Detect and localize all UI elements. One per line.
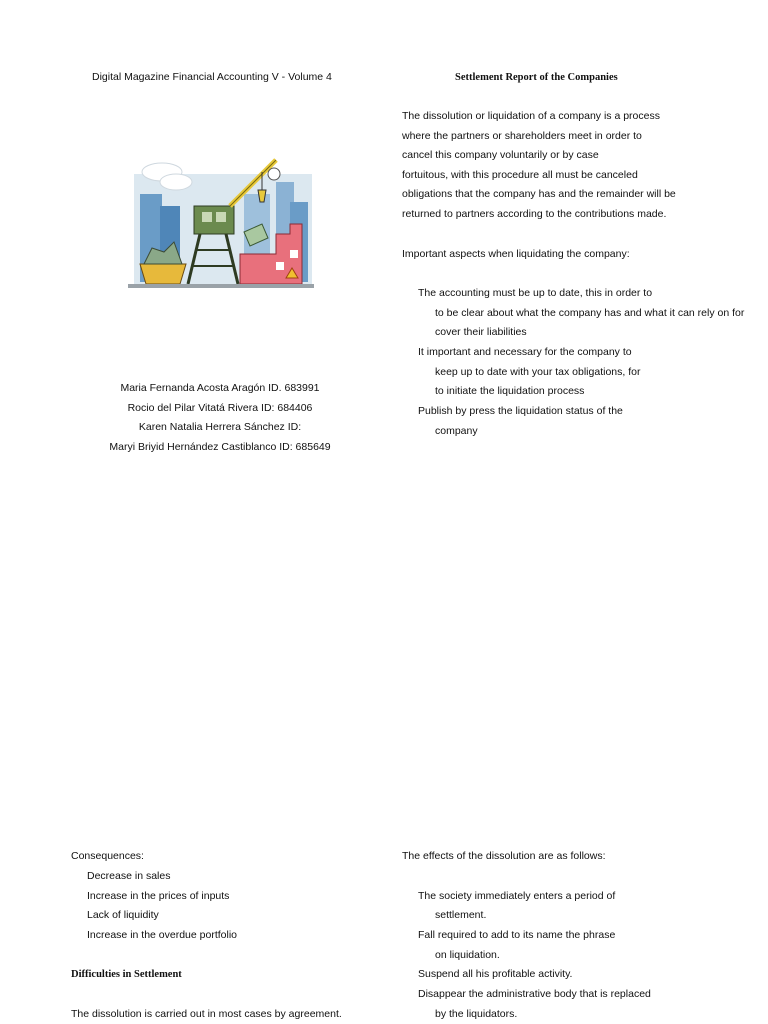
report-title: Settlement Report of the Companies (455, 72, 618, 83)
aspect-3-line-2: company (435, 425, 478, 437)
aspect-2-line-2: keep up to date with your tax obligations, for (435, 366, 641, 378)
intro-line-3: cancel this company voluntarily or by case (402, 149, 599, 161)
author-4: Maryi Briyid Hernández Castiblanco ID: 685649 (109, 441, 331, 453)
author-2: Rocio del Pilar Vitatá Rivera ID: 684406 (127, 402, 313, 414)
aspects-heading: Important aspects when liquidating the company: (402, 248, 630, 260)
consequences-heading: Consequences: (71, 850, 144, 862)
aspect-3-line-1: Publish by press the liquidation status of the (418, 405, 623, 417)
consequence-item: Lack of liquidity (87, 909, 159, 921)
aspect-1-line-3: cover their liabilities (435, 326, 527, 338)
aspect-1-line-1: The accounting must be up to date, this in order to (418, 287, 653, 299)
difficulties-text: The dissolution is carried out in most cases by agreement. (71, 1008, 342, 1020)
aspect-2-line-3: to initiate the liquidation process (435, 385, 585, 397)
effect-2-line-1: Fall required to add to its name the phrase (418, 929, 616, 941)
author-1: Maria Fernanda Acosta Aragón ID. 683991 (120, 382, 320, 394)
aspect-2-line-1: It important and necessary for the company to (418, 346, 632, 358)
intro-line-2: where the partners or shareholders meet in order to (402, 130, 642, 142)
consequence-item: Decrease in sales (87, 870, 171, 882)
intro-line-1: The dissolution or liquidation of a company is a process (402, 110, 660, 122)
effect-4-line-1: Disappear the administrative body that is replaced (418, 988, 651, 1000)
effect-4-line-2: by the liquidators. (435, 1008, 518, 1020)
intro-line-4: fortuitous, with this procedure all must be canceled (402, 169, 638, 181)
demolition-illustration (126, 154, 316, 294)
effect-3-line-1: Suspend all his profitable activity. (418, 968, 573, 980)
consequence-item: Increase in the prices of inputs (87, 890, 230, 902)
consequence-item: Increase in the overdue portfolio (87, 929, 238, 941)
aspect-1-line-2: to be clear about what the company has and what it can rely on for (435, 307, 745, 319)
intro-line-6: returned to partners according to the contributions made. (402, 208, 667, 220)
magazine-title: Digital Magazine Financial Accounting V - Volume 4 (92, 71, 332, 83)
effect-1-line-1: The society immediately enters a period of (418, 890, 616, 902)
effect-1-line-2: settlement. (435, 909, 487, 921)
author-3: Karen Natalia Herrera Sánchez ID: (138, 421, 302, 433)
effect-2-line-2: on liquidation. (435, 949, 500, 961)
intro-line-5: obligations that the company has and the remainder will be (402, 188, 676, 200)
effects-heading: The effects of the dissolution are as follows: (402, 850, 606, 862)
difficulties-heading: Difficulties in Settlement (71, 969, 182, 980)
